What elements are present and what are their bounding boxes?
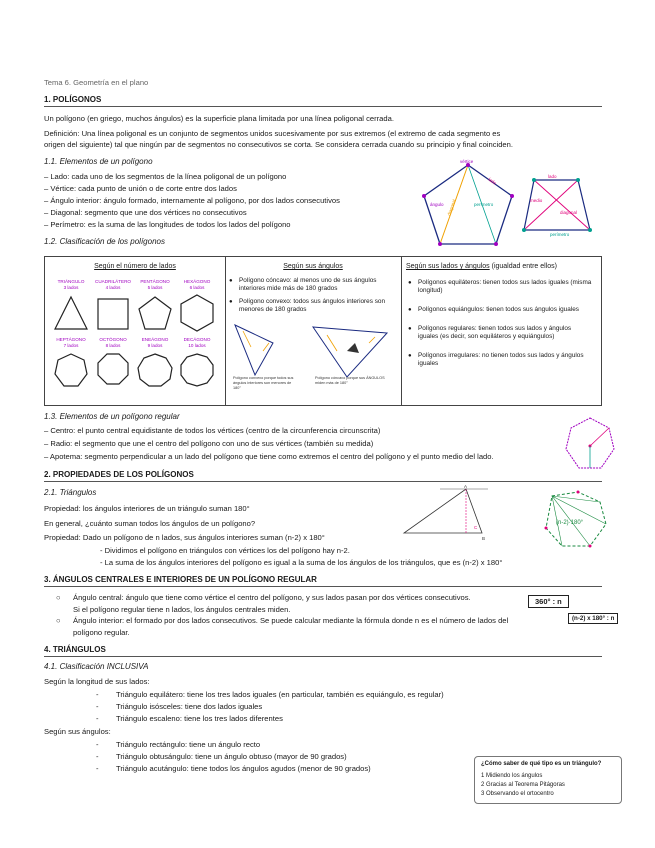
shape-label-heptagon: HEPTÁGONO 7 lados [56,337,86,348]
shape-label-pentagon: PENTÁGONO 5 lados [140,279,170,290]
equilateral-triangle: Triángulo equilátero: tiene los tres lados iguales (en particular, también es equiángulo, es regular) [116,690,444,699]
shape-label-hexagon: HEXÁGONO 6 lados [183,279,211,290]
shape-label-octagon: OCTÓGONO 8 lados [99,337,127,348]
shape-label-triangle: TRIÁNGULO 3 lados [57,279,85,290]
square-shape [98,299,128,329]
section-divider [44,656,602,657]
triangle-property: Propiedad: los ángulos interiores de un triángulo suman 180° [44,504,250,513]
obtuse-triangle: Triángulo obtusángulo: tiene un ángulo obtuso (mayor de 90 grados) [116,752,347,761]
section-divider [44,586,602,587]
polygon-triangulation-figure [538,488,612,554]
regular-definition: ● Polígonos regulares: tienen todos sus lados y ángulos iguales (es decir, son equiláteros y equiángulos) [408,325,592,341]
shapes-row-1 [51,293,221,333]
triangle-shape [55,297,87,329]
dash-marker: - [96,764,99,773]
column-by-sides-and-angles [402,257,600,405]
irregular-definition: ● Polígonos irregulares: no tienen todos sus lados y ángulos iguales [408,352,592,368]
concave-definition: ● Polígono cóncavo: al menos uno de sus ángulos interiores mide más de 180 grados [229,277,395,293]
label-diagonal-2: diagonal [560,210,578,215]
section-2-title: 2. PROPIEDADES DE LOS POLÍGONOS [44,470,194,479]
subsection-1-1: 1.1. Elementos de un polígono [44,157,153,166]
bullet-circle-icon: ○ [56,616,61,625]
polygon-question: En general, ¿cuánto suman todos los ángulos de un polígono? [44,519,256,528]
polygon-intro: Un polígono (en griego, muchos ángulos) es la superficie plana limitada por una línea poligonal cerrada. [44,114,394,123]
concave-caption: Polígono cóncavo porque sus ÁNGULOS miden más de 180° [315,376,385,385]
box-title: ¿Cómo saber de qué tipo es un triángulo? [481,761,602,767]
dash-marker: - [96,714,99,723]
convex-definition: ● Polígono convexo: todos sus ángulos interiores son menores de 180 grados [229,298,395,314]
isosceles-triangle: Triángulo isósceles: tiene dos lados iguales [116,702,263,711]
column-by-sides [45,257,226,405]
section-4-title: 4. TRIÁNGULOS [44,645,106,654]
element-diagonal: – Diagonal: segmento que une dos vértices no consecutivos [44,208,247,217]
equiangular-definition: ● Polígonos equiángulos: tienen todos sus ángulos iguales [408,306,592,314]
central-angle-formula: 360° : n [528,595,569,608]
element-vertice: – Vértice: cada punto de unión o de corte entre dos lados [44,184,237,193]
subsection-1-3: 1.3. Elementos de un polígono regular [44,412,180,421]
decagon-shape [181,354,213,386]
box-item-3: 3 Observando el ortocentro [481,791,554,797]
regular-polygon-diagram [562,412,618,484]
triangle-abc-figure [400,483,490,543]
section-1-title: 1. POLÍGONOS [44,95,102,104]
definition-line-2: origen del siguiente) tal que ningún par de segmentos no consecutivos se corta. Se considera cerrada cuando su principio y final coinciden. [44,140,513,149]
by-angles-heading: Según sus ángulos: [44,727,111,736]
label-lado-2: lado [548,174,557,179]
triangle-type-box [474,756,622,804]
column-title-sides: Según el número de lados [94,263,176,270]
central-angle-text-2: Si el polígono regular tiene n lados, los ángulos centrales miden. [73,605,291,614]
vertex-a-label: A [464,484,468,489]
element-lado: – Lado: cada uno de los segmentos de la línea poligonal de un polígono [44,172,287,181]
quadrilateral-diagram [520,172,600,238]
section-3-title: 3. ÁNGULOS CENTRALES E INTERIORES DE UN POLÍGONO REGULAR [44,575,317,584]
dash-marker: - [96,752,99,761]
label-vertice: vértice [460,159,474,164]
vertex-c-label: C [474,525,478,530]
column-title-sides-angles: Según sus lados y ángulos (igualdad entre ellos) [406,263,557,270]
shape-label-enneagon: ENEÁGONO 9 lados [141,337,169,348]
dash-marker: - [96,702,99,711]
section-divider [44,106,602,107]
box-item-1: 1 Midiendo los ángulos [481,773,543,779]
label-angulo: ángulo [430,202,444,207]
topic-header: Tema 6. Geometría en el plano [44,78,149,87]
interior-angle-formula: (n-2) x 180° : n [568,613,618,624]
heptagon-shape [55,354,87,386]
dash-marker: - [96,740,99,749]
vertex-b-label: B [482,536,486,541]
central-angle-text-1: Ángulo central: ángulo que tiene como vértice el centro del polígono, y sus lados pasan por dos vértices consecutivos. [73,593,471,602]
subsection-2-1: 2.1. Triángulos [44,488,97,497]
interior-angle-text-1: Ángulo interior: el formado por dos lados consecutivos. Se puede calcular mediante la fórmula donde n es el número de lados del [73,616,509,625]
octagon-shape [98,354,128,384]
element-perimetro: – Perímetro: es la suma de las longitudes de todos los lados del polígono [44,220,291,229]
classification-table [44,256,602,406]
hexagon-shape [181,295,213,331]
pentagon-shape [139,297,171,329]
element-angulo: – Ángulo interior: ángulo formado, internamente al polígono, por dos lados consecutivos [44,196,340,205]
regular-radio: – Radio: el segmento que une el centro del polígono con uno de sus vértices (también su medida) [44,439,374,448]
sides-angles-list [408,279,592,373]
step-divide: - Dividimos el polígono en triángulos con vértices los del polígono hay n-2. [100,546,350,555]
right-triangle: Triángulo rectángulo: tiene un ángulo recto [116,740,261,749]
shapes-row-2 [51,351,221,393]
angles-list [229,277,395,319]
equilateral-definition: ● Polígonos equiláteros: tienen todos sus lados iguales (misma longitud) [408,279,592,295]
subsection-1-2: 1.2. Clasificación de los polígonos [44,237,165,246]
regular-centro: – Centro: el punto central equidistante de todos los vértices (centro de la circunferencia circunscrita) [44,426,381,435]
label-lado: lado [487,176,498,186]
definition-line-1: Definición: Una línea poligonal es un conjunto de segmentos unidos sucesivamente por sus extremos (el extremo de cada segmento es [44,129,501,138]
by-sides-heading: Según la longitud de sus lados: [44,677,150,686]
label-diagonal: diagonal [446,198,457,217]
polygon-property: Propiedad: Dado un polígono de n lados, sus ángulos interiores suman (n-2) x 180° [44,533,325,542]
acute-triangle: Triángulo acutángulo: tiene todos los ángulos agudos (menor de 90 grados) [116,764,371,773]
section-divider [44,481,602,482]
label-medio: medio [530,198,543,203]
convex-caption: Polígono convexo porque todos sus ángulos interiores son menores de 180° [233,376,294,390]
box-item-2: 2 Gracias al Teorema Pitágoras [481,782,565,788]
convex-concave-figures [229,317,397,381]
column-title-angles: Según sus ángulos [283,263,343,270]
label-perimetro-2: perímetro [550,232,570,237]
pentagon-elements-diagram [420,158,520,250]
label-perimetro: perímetro [474,202,494,207]
subsection-4-1: 4.1. Clasificación INCLUSIVA [44,662,149,671]
shape-label-decagon: DECÁGONO 10 lados [183,337,211,348]
column-by-angles [225,257,402,405]
bullet-circle-icon: ○ [56,593,61,602]
scalene-triangle: Triángulo escaleno: tiene los tres lados diferentes [116,714,283,723]
regular-apotema: – Apotema: segmento perpendicular a un lado del polígono que tiene como extremos el centro del polígono y el punto medio del lado. [44,452,494,461]
interior-angle-text-2: polígono regular. [73,628,130,637]
step-sum: - La suma de los ángulos interiores del polígono es igual a la suma de los ángulos de los triángulos, que es (n-2) x 180° [100,558,503,567]
dash-marker: - [96,690,99,699]
shape-label-quadrilateral: CUADRILÁTERO 4 lados [95,279,131,290]
triangulation-formula: (n-2)·180° [556,520,584,526]
enneagon-shape [138,354,172,386]
